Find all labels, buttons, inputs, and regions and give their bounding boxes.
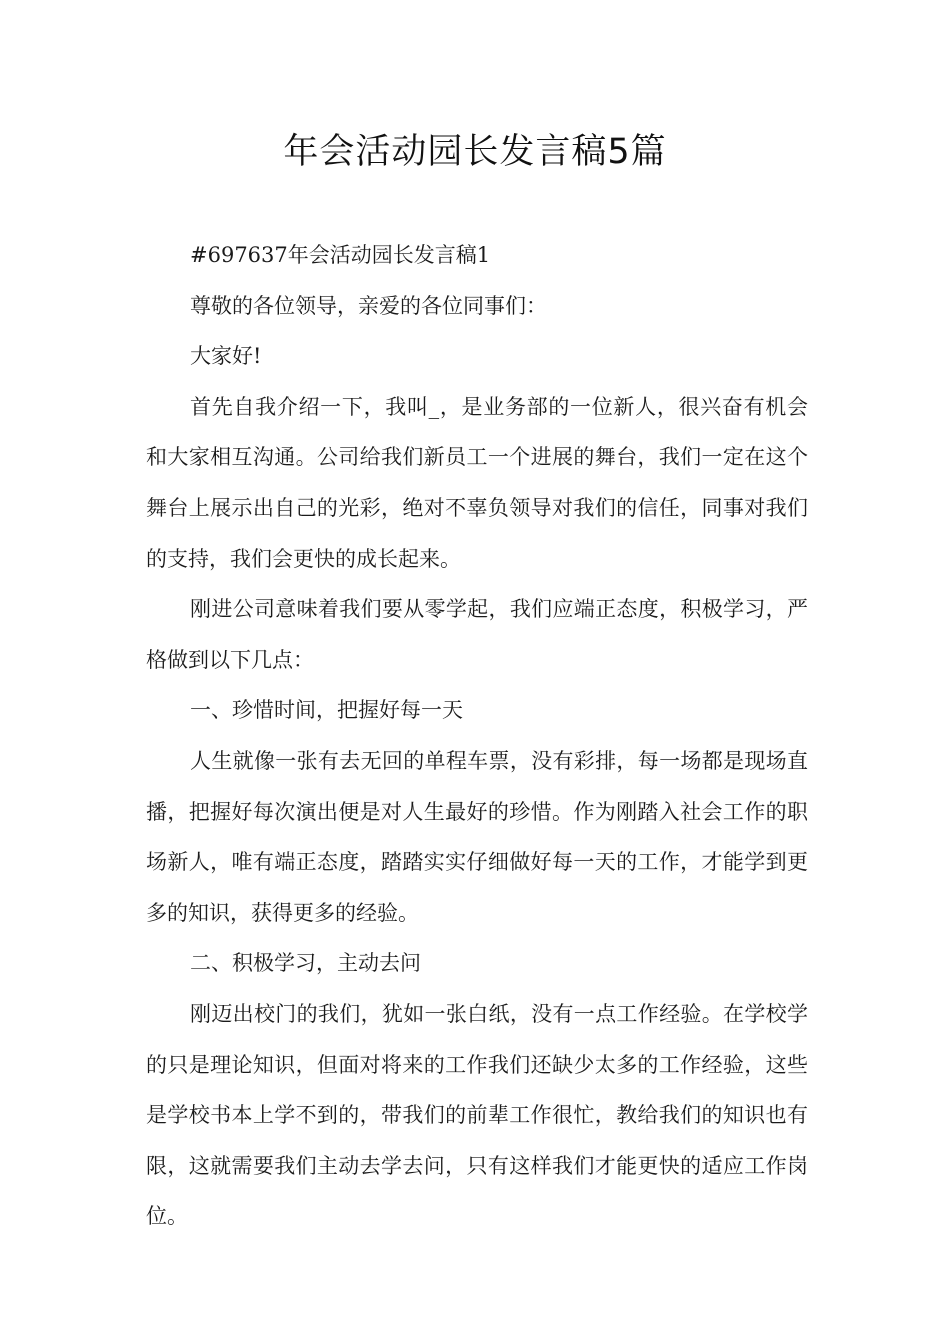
salutation: 尊敬的各位领导，亲爱的各位同事们： <box>190 293 547 318</box>
document-title: 年会活动园长发言稿5篇 <box>283 132 667 172</box>
document-body <box>146 230 808 1242</box>
section-paragraph-2: 刚迈出校门的我们，犹如一张白纸，没有一点工作经验。在学校学的只是理论知识，但面对将来的工作我们还缺少太多的工作经验，这些是学校书本上学不到的，带我们的前辈工作很忙，教给我们的知识也有限，这就需要我们主动去学去问，只有这样我们才能更快的适应工作岗位。 <box>146 1001 808 1229</box>
heading-line: #697637年会活动园长发言稿1 <box>190 243 491 267</box>
greeting: 大家好! <box>190 344 262 369</box>
section-heading-2: 二、积极学习，主动去问 <box>190 951 421 976</box>
attitude-paragraph: 刚进公司意味着我们要从零学起，我们应端正态度，积极学习，严格做到以下几点： <box>146 597 808 672</box>
section-paragraph-1: 人生就像一张有去无回的单程车票，没有彩排，每一场都是现场直播，把握好每次演出便是对人生最好的珍惜。作为刚踏入社会工作的职场新人，唯有端正态度，踏踏实实仔细做好每一天的工作，才能学到更多的知识，获得更多的经验。 <box>146 748 808 925</box>
intro-paragraph: 首先自我介绍一下，我叫_，是业务部的一位新人，很兴奋有机会和大家相互沟通。公司给我们新员工一个进展的舞台，我们一定在这个舞台上展示出自己的光彩，绝对不辜负领导对我们的信任，同事对我们的支持，我们会更快的成长起来。 <box>146 394 808 571</box>
section-heading-1: 一、珍惜时间，把握好每一天 <box>190 698 463 723</box>
